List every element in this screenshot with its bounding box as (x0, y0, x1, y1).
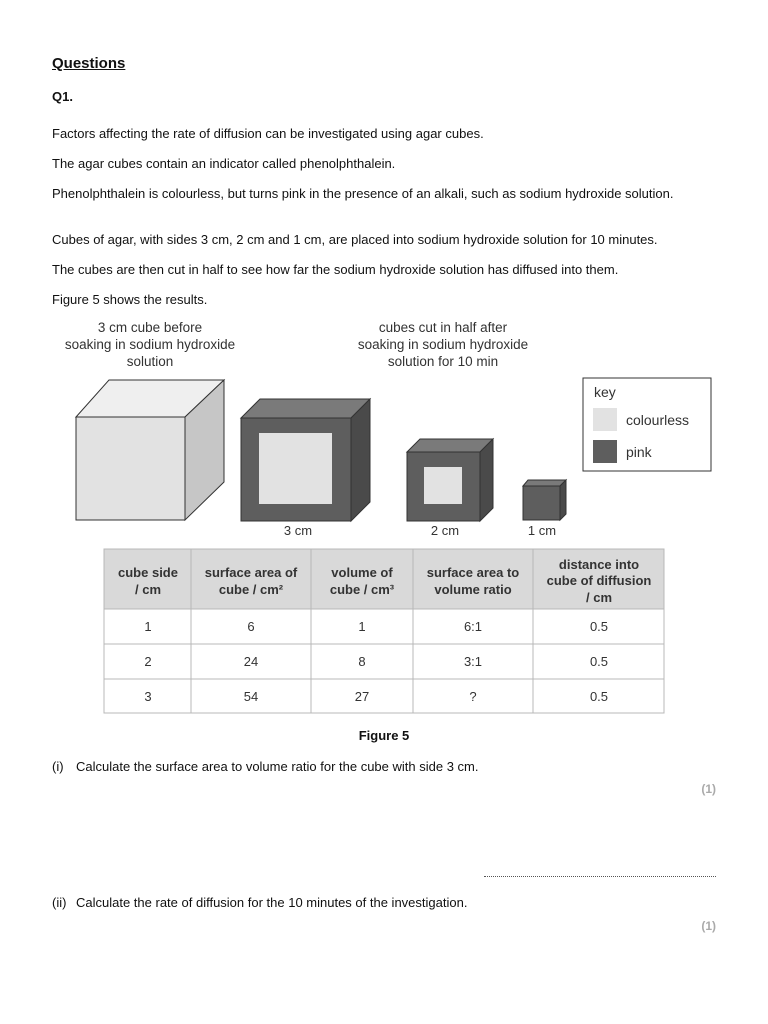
cut-cube-3cm (241, 399, 370, 521)
cell-r1-area: 6 (247, 619, 255, 634)
header-ratio-line-1: surface area to (426, 565, 520, 580)
cell-r3-distance: 0.5 (589, 689, 609, 704)
answer-line[interactable] (484, 866, 716, 877)
results-table (104, 549, 664, 713)
key-title: key (594, 384, 616, 400)
cell-r1-ratio: 6:1 (463, 619, 483, 634)
cell-r1-side: 1 (144, 619, 152, 634)
question-i-marks: (1) (701, 782, 716, 796)
key-pink-label: pink (626, 444, 652, 460)
question-ii-label: (ii) (52, 895, 67, 910)
cell-r2-distance: 0.5 (589, 654, 609, 669)
intro-paragraph-4: Cubes of agar, with sides 3 cm, 2 cm and 1 cm, are placed into sodium hydroxide solution for 10 minutes. (52, 232, 658, 247)
key-colourless-label: colourless (626, 412, 690, 428)
intro-paragraph-5: The cubes are then cut in half to see how far the sodium hydroxide solution has diffused into them. (52, 262, 619, 277)
question-i (52, 759, 478, 774)
cube-label-1cm: 1 cm (527, 523, 557, 538)
question-i-label: (i) (52, 759, 64, 774)
cell-r1-volume: 1 (358, 619, 366, 634)
question-i-text: Calculate the surface area to volume ratio for the cube with side 3 cm. (76, 759, 479, 774)
question-ii-marks: (1) (701, 919, 716, 933)
cut-cube-1cm (523, 480, 566, 520)
key-colourless-swatch (593, 408, 617, 431)
question-number: Q1. (52, 89, 73, 104)
key-box (583, 378, 711, 471)
cell-r3-area: 54 (243, 689, 259, 704)
cell-r2-volume: 8 (358, 654, 366, 669)
before-label-line-1: 3 cm cube before (97, 320, 203, 335)
header-surface-area-line-2: cube / cm² (218, 582, 284, 597)
header-distance-line-3: / cm (585, 590, 613, 605)
cube-label-3cm: 3 cm (283, 523, 313, 538)
question-ii (52, 895, 467, 910)
before-label-line-3: solution (126, 354, 174, 369)
cell-r3-side: 3 (144, 689, 152, 704)
before-label-line-2: soaking in sodium hydroxide (64, 337, 236, 352)
question-ii-text: Calculate the rate of diffusion for the 10 minutes of the investigation. (76, 895, 468, 910)
header-volume-line-2: cube / cm³ (329, 582, 395, 597)
intro-paragraph-6: Figure 5 shows the results. (52, 292, 208, 307)
header-surface-area-line-1: surface area of (204, 565, 298, 580)
page-heading: Questions (52, 55, 126, 72)
cell-r2-side: 2 (144, 654, 152, 669)
figure-5-diagram (0, 315, 768, 720)
header-distance-line-2: cube of diffusion (546, 573, 652, 588)
after-label-line-1: cubes cut in half after (378, 320, 508, 335)
figure-caption: Figure 5 (358, 728, 410, 743)
cell-r3-volume: 27 (354, 689, 370, 704)
header-distance-line-1: distance into (558, 557, 640, 572)
after-label-line-3: solution for 10 min (387, 354, 499, 369)
cube-label-2cm: 2 cm (430, 523, 460, 538)
header-ratio-line-2: volume ratio (434, 582, 512, 597)
intro-paragraph-2: The agar cubes contain an indicator called phenolphthalein. (52, 156, 396, 171)
cell-r3-ratio: ? (469, 689, 477, 704)
intro-paragraph-1: Factors affecting the rate of diffusion can be investigated using agar cubes. (52, 126, 484, 141)
header-volume-line-1: volume of (331, 565, 393, 580)
cell-r1-distance: 0.5 (589, 619, 609, 634)
cell-r2-ratio: 3:1 (463, 654, 483, 669)
intro-paragraph-3: Phenolphthalein is colourless, but turns pink in the presence of an alkali, such as sodium hydroxide solution. (52, 186, 674, 201)
uncut-cube (76, 380, 224, 520)
cell-r2-area: 24 (243, 654, 259, 669)
key-pink-swatch (593, 440, 617, 463)
header-cube-side-line-1: cube side (118, 565, 178, 580)
cut-cube-2cm (407, 439, 493, 521)
after-label-line-2: soaking in sodium hydroxide (357, 337, 529, 352)
header-cube-side-line-2: / cm (134, 582, 162, 597)
